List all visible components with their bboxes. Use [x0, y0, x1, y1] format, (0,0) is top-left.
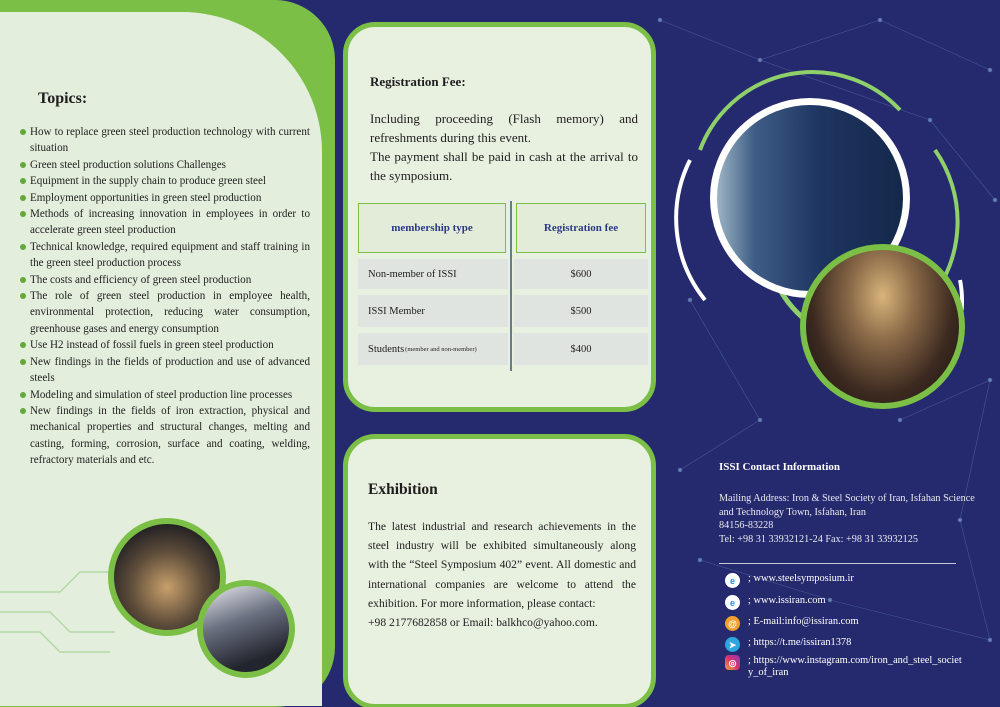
- divider: [719, 563, 956, 564]
- exhibition-title: Exhibition: [368, 481, 438, 498]
- topic-item: Equipment in the supply chain to produce green steel: [20, 173, 310, 189]
- topics-title: Topics:: [38, 90, 88, 107]
- registration-title: Registration Fee:: [370, 74, 466, 89]
- contact-title: ISSI Contact Information: [719, 461, 841, 473]
- row-type: Non-member of ISSI: [358, 259, 508, 289]
- instagram-icon: ◎: [725, 655, 740, 670]
- topic-item: Modeling and simulation of steel production line processes: [20, 387, 310, 403]
- topic-item: The costs and efficiency of green steel production: [20, 272, 310, 288]
- contact-details: Mailing Address: Iron & Steel Society of Iran, Isfahan Science and Technology Town, Isfahan, Iran 84156-83228 Tel: +98 31 33932121-24 Fax: +98 31 33932125: [719, 493, 975, 545]
- topic-item: Methods of increasing innovation in employees in order to accelerate green steel production: [20, 206, 310, 239]
- row-fee: $500: [514, 295, 648, 327]
- exhibition-description: The latest industrial and research achievements in the steel industry will be exhibited simultaneously along with the “Steel Symposium 402” event. All domestic and international companies are welcome to attend the exhibition. For more information, please contact: +98 2177682858 or Email: balkhco@yahoo.com.: [368, 520, 636, 630]
- topic-item: Use H2 instead of fossil fuels in green steel production: [20, 337, 310, 353]
- membership-type-header: membership type: [358, 203, 506, 253]
- topic-item: New findings in the fields of production and use of advanced steels: [20, 354, 310, 387]
- topic-item: How to replace green steel production technology with current situation: [20, 124, 310, 157]
- website-link-issi[interactable]: e ; www.issiran.com: [725, 595, 826, 610]
- row-type: Students (member and non-member): [358, 333, 508, 365]
- row-type: ISSI Member: [358, 295, 508, 327]
- telegram-link[interactable]: ➤ ; https://t.me/issiran1378: [725, 637, 851, 652]
- topic-item: The role of green steel production in employee health, environmental protection, reducing water consumption, greenhouse gases and energy consumption: [20, 288, 310, 337]
- telegram-icon: ➤: [725, 637, 740, 652]
- registration-fee-header: Registration fee: [516, 203, 646, 253]
- website-link-symposium[interactable]: e ; www.steelsymposium.ir: [725, 573, 854, 588]
- email-link[interactable]: @ ; E-mail:info@issiran.com: [725, 616, 859, 631]
- registration-description: Including proceeding (Flash memory) and refreshments during this event. The payment shall be paid in cash at the arrival to the symposium.: [370, 111, 638, 183]
- instagram-link[interactable]: ◎ ; https://www.instagram.com/iron_and_steel_society_of_iran: [725, 655, 965, 679]
- topic-item: Green steel production solutions Challenges: [20, 157, 310, 173]
- internet-explorer-icon: e: [725, 595, 740, 610]
- topic-item: Technical knowledge, required equipment and staff training in the green steel production process: [20, 239, 310, 272]
- topic-item: New findings in the fields of iron extraction, physical and mechanical properties and structural changes, melting and casting, forming, corrosion, surface and coating, welding, refractory materials and etc.: [20, 403, 310, 469]
- topic-item: Employment opportunities in green steel production: [20, 190, 310, 206]
- email-icon: @: [725, 616, 740, 631]
- internet-explorer-icon: e: [725, 573, 740, 588]
- audience-hall-photo: [800, 244, 965, 409]
- row-fee: $600: [514, 259, 648, 289]
- row-fee: $400: [514, 333, 648, 365]
